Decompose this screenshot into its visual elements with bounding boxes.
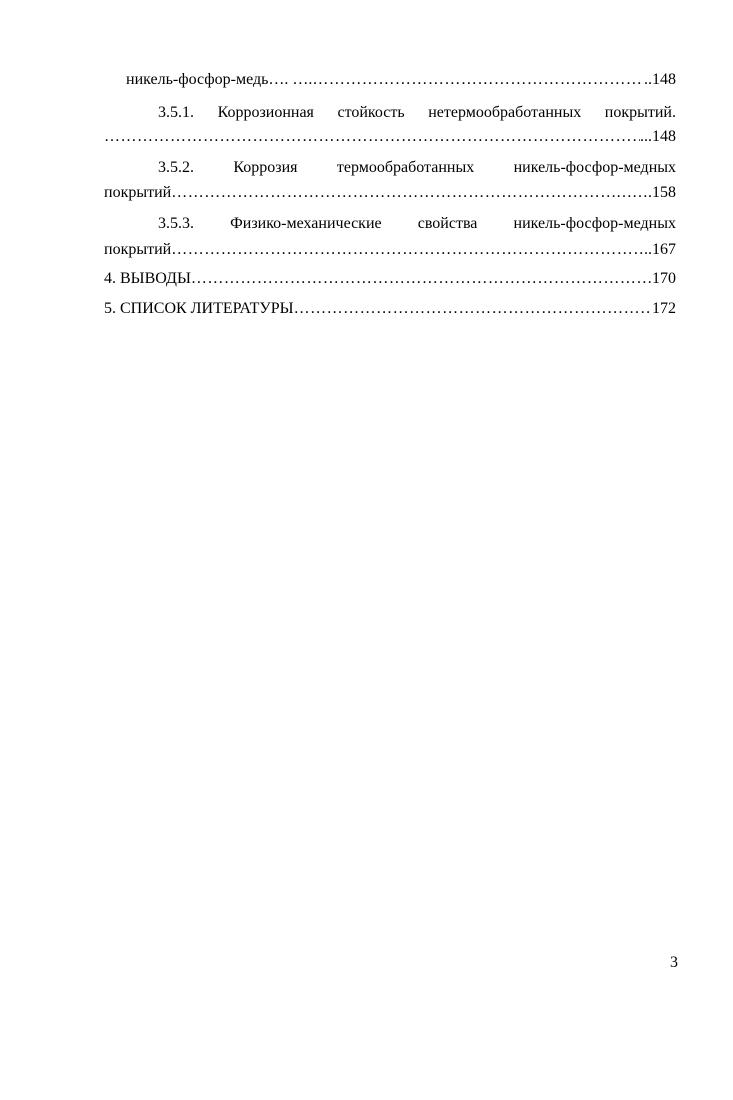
toc-page-number: 172 — [652, 300, 676, 317]
toc-word: никель-фосфор-медных — [513, 215, 676, 232]
toc-word: никель-фосфор-медных — [513, 159, 676, 176]
toc-entry-continuation-nickel-phosphorus-copper — [104, 68, 676, 92]
toc-word: стойкость — [337, 104, 405, 121]
toc-page-number: 170 — [652, 270, 676, 287]
toc-entry-3-5-2-heading — [104, 156, 676, 180]
toc-entry-3-5-1-heading — [104, 101, 676, 125]
toc-entry-text: 4. ВЫВОДЫ — [104, 270, 191, 287]
dot-leader — [312, 68, 644, 92]
dot-leader — [191, 267, 652, 291]
dot-leader — [171, 238, 644, 262]
dot-leader — [294, 297, 652, 321]
toc-entry-3-5-3-heading — [104, 212, 676, 236]
toc-page-number: ..167 — [644, 241, 676, 258]
toc-entry-text: покрытий — [104, 184, 172, 201]
toc-word: Коррозионная — [217, 104, 314, 121]
toc-word: покрытий. — [604, 104, 676, 121]
toc-entry-references — [104, 297, 676, 321]
toc-word: Коррозия — [233, 159, 298, 176]
toc-entry-3-5-3-leader — [104, 238, 676, 262]
toc-entry-3-5-2-leader — [104, 181, 676, 205]
dot-leader — [104, 125, 640, 149]
toc-word: Физико-механические — [230, 215, 382, 232]
dot-leader — [171, 181, 616, 205]
page-number: 3 — [670, 954, 678, 971]
toc-word: 3.5.1. — [158, 104, 194, 121]
toc-page-number: …….158 — [616, 184, 676, 201]
toc-word: термообработанных — [336, 159, 475, 176]
toc-entry-conclusions — [104, 267, 676, 291]
toc-word: 3.5.2. — [158, 159, 194, 176]
toc-entry-text: покрытий — [104, 241, 172, 258]
toc-entry-text: 5. СПИСОК ЛИТЕРАТУРЫ — [104, 300, 294, 317]
toc-page-number: ...148 — [640, 128, 676, 145]
toc-entry-text: никель-фосфор-медь…. …. — [126, 71, 313, 88]
toc-word: нетермообработанных — [428, 104, 582, 121]
toc-word: свойства — [417, 215, 478, 232]
toc-entry-3-5-1-leader — [104, 125, 676, 149]
toc-page-number: ..148 — [644, 71, 676, 88]
toc-word: 3.5.3. — [158, 215, 194, 232]
